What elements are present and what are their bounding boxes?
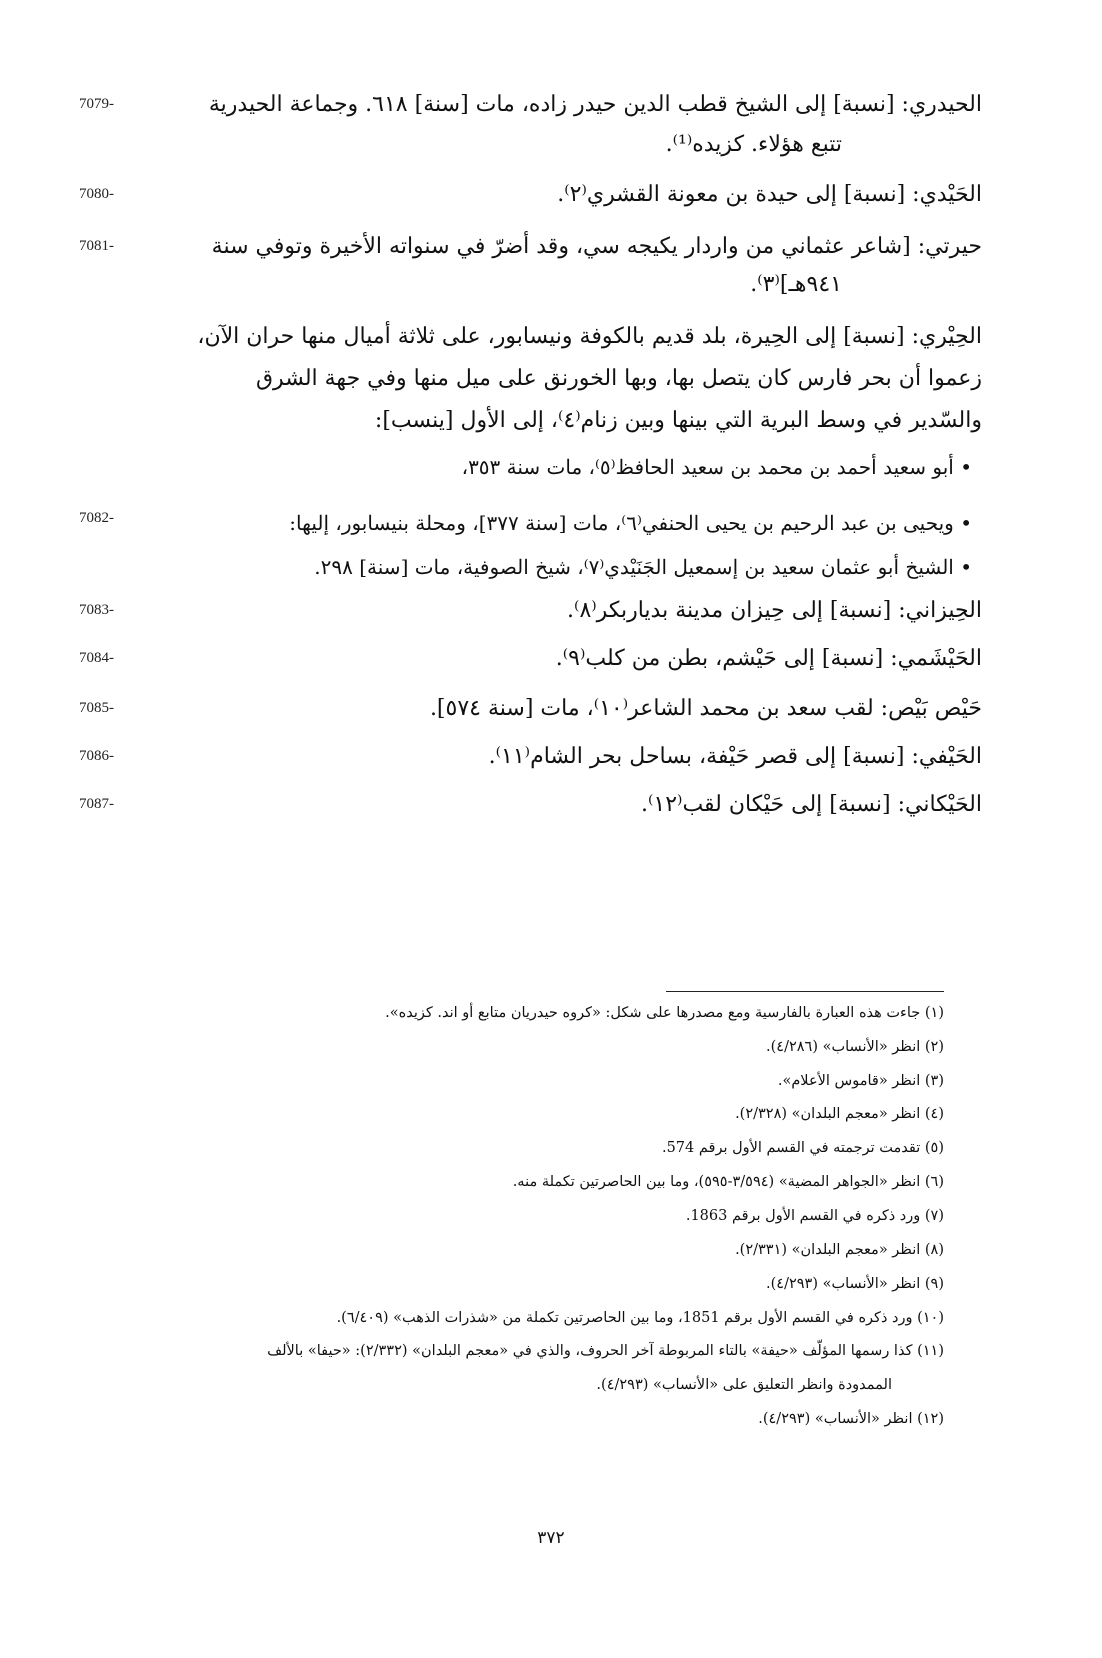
entry-line: والسّدير في وسط البرية التي بينها وبين زنام⁽٤⁾، إلى الأول [ينسب]: (374, 408, 982, 433)
entry-line: الحِيزاني: [نسبة] إلى حِيزان مدينة بدياربكر⁽٨⁾. (567, 598, 982, 623)
entry-line: حيرتي: [شاعر عثماني من واردار يكيجه سي، وقد أضرّ في سنواته الأخيرة وتوفي سنة (211, 234, 982, 259)
footnote-8: (٨) انظر «معجم البلدان» (٢/٣٣١). (735, 1242, 944, 1258)
entry-number: 7084- (79, 650, 114, 666)
footnote-6: (٦) انظر «الجواهر المضية» (٣/٥٩٤-٥٩٥)، وما بين الحاصرتين تكملة منه. (512, 1174, 944, 1190)
bullet-item: • أبو سعيد أحمد بن محمد بن سعيد الحافظ⁽٥⁾، مات سنة ٣٥٣، (461, 455, 972, 479)
footnote-11: (١١) كذا رسمها المؤلّف «حيفة» بالتاء المربوطة آخر الحروف، والذي في «معجم البلدان» (٢/٣٣٢): «حيفا» بالألف (267, 1343, 944, 1359)
entry-line: الحَيْدي: [نسبة] إلى حيدة بن معونة القشري⁽٢⁾. (557, 182, 982, 207)
footnote-3: (٣) انظر «قاموس الأعلام». (777, 1073, 944, 1089)
footnote-1: (١) جاءت هذه العبارة بالفارسية ومع مصدرها على شكل: «كروه حيدريان متابع أو اند. كزيده». (385, 1005, 944, 1021)
entry-7087 (79, 790, 982, 825)
entry-7079 (79, 90, 982, 160)
footnote-2: (٢) انظر «الأنساب» (٤/٢٨٦). (766, 1039, 944, 1055)
entry-7082 (79, 322, 982, 582)
entry-line: حَيْص بَيْص: لقب سعد بن محمد الشاعر⁽١٠⁾، مات [سنة ٥٧٤]. (429, 696, 982, 721)
entry-number: 7086- (79, 748, 114, 764)
page-number: ٣٧٢ (537, 1528, 565, 1548)
entry-line: الحيدري: [نسبة] إلى الشيخ قطب الدين حيدر زاده، مات [سنة] ٦١٨. وجماعة الحيدرية (208, 92, 982, 117)
bullet-item: • ويحيى بن عبد الرحيم بن يحيى الحنفي⁽٦⁾، مات [سنة ٣٧٧]، ومحلة بنيسابور، إليها: (289, 511, 972, 535)
entry-line: زعموا أن بحر فارس كان يتصل بها، وبها الخورنق على ميل منها وفي جهة الشرق (255, 366, 982, 391)
entry-number: 7085- (79, 700, 114, 716)
footnote-separator (666, 991, 944, 992)
entry-line: الحَيْفي: [نسبة] إلى قصر حَيْفة، بساحل بحر الشام⁽١١⁾. (488, 744, 982, 769)
entry-number: 7087- (79, 796, 114, 812)
entry-line: الحَيْكاني: [نسبة] إلى حَيْكان لقب⁽١٢⁾. (641, 792, 982, 817)
footnote-7: (٧) ورد ذكره في القسم الأول برقم 1863. (685, 1208, 944, 1224)
entry-7081 (79, 232, 982, 302)
footnote-4: (٤) انظر «معجم البلدان» (٢/٣٢٨). (735, 1106, 944, 1122)
footnote-11-continued: الممدودة وانظر التعليق على «الأنساب» (٤/٢٩٣). (596, 1377, 892, 1393)
footnote-12: (١٢) انظر «الأنساب» (٤/٢٩٣). (758, 1411, 944, 1427)
entry-line: ٩٤١هـ]⁽٣⁾. (750, 272, 842, 297)
footnote-5: (٥) تقدمت ترجمته في القسم الأول برقم 574. (661, 1140, 944, 1156)
entry-7085 (79, 694, 982, 729)
entry-line: تتبع هؤلاء. كزيده⁽¹⁾. (665, 132, 842, 157)
entry-7086 (79, 742, 982, 777)
entry-7080 (79, 180, 982, 215)
entry-number: 7081- (79, 238, 114, 254)
entry-number: 7079- (79, 96, 114, 112)
footnote-9: (٩) انظر «الأنساب» (٤/٢٩٣). (766, 1276, 944, 1292)
entry-7084 (79, 644, 982, 679)
footnote-10: (١٠) ورد ذكره في القسم الأول برقم 1851، وما بين الحاصرتين تكملة من «شذرات الذهب» (٦/٤٠٩). (336, 1310, 944, 1326)
entry-line: الحِيْري: [نسبة] إلى الحِيرة، بلد قديم بالكوفة ونيسابور، على ثلاثة أميال منها حران الآن، (197, 324, 982, 349)
bullet-item: • الشيخ أبو عثمان سعيد بن إسمعيل الجَنَيْدي⁽٧⁾، شيخ الصوفية، مات [سنة] ٢٩٨. (314, 555, 972, 579)
entry-7083 (79, 596, 982, 631)
entry-line: الحَيْشَمي: [نسبة] إلى حَيْشم، بطن من كلب⁽٩⁾. (555, 646, 982, 671)
entry-number: 7082- (79, 510, 114, 526)
entry-number: 7080- (79, 186, 114, 202)
entry-number: 7083- (79, 602, 114, 618)
